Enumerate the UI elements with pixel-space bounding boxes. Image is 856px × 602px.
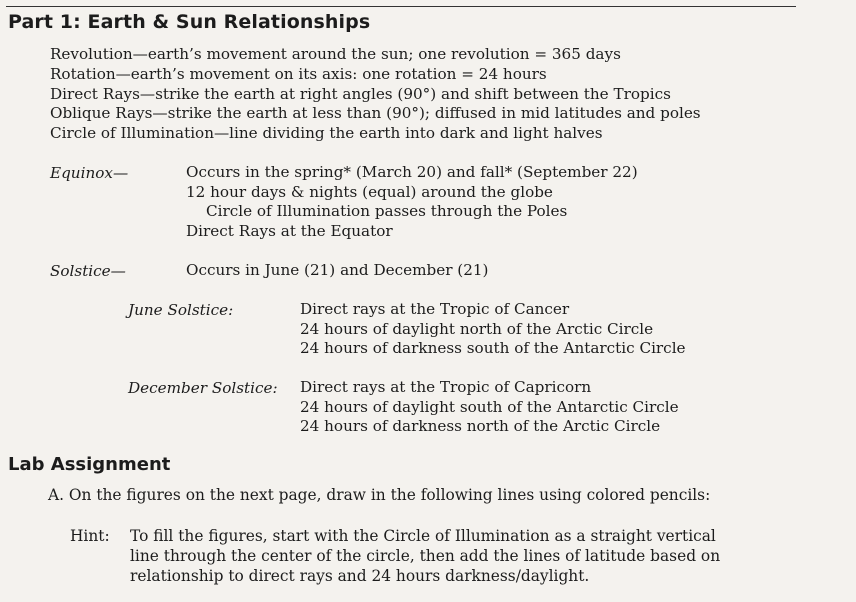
hint-line: To fill the figures, start with the Circle of Illumination as a straight vertical: [130, 527, 716, 545]
lab-assignment-heading: Lab Assignment: [8, 454, 171, 475]
definitions-list: [50, 45, 701, 144]
equinox-details: [186, 163, 638, 241]
definition-revolution: Revolution—earth’s movement around the sun; one revolution = 365 days: [50, 45, 621, 63]
part1-heading: Part 1: Earth & Sun Relationships: [8, 11, 371, 33]
equinox-line: Occurs in the spring* (March 20) and fall* (September 22): [186, 163, 638, 181]
june-solstice-line: 24 hours of darkness south of the Antarctic Circle: [300, 339, 686, 358]
definition-circle-of-illumination: Circle of Illumination—line dividing the earth into dark and light halves: [50, 124, 603, 143]
assignment-a-text: A. On the figures on the next page, draw in the following lines using colored pencils:: [48, 486, 711, 504]
hint-line: line through the center of the circle, then add the lines of latitude based on: [130, 546, 721, 565]
june-solstice-details: [300, 300, 686, 359]
solstice-line: Occurs in June (21) and December (21): [186, 261, 489, 279]
hint-label: Hint:: [70, 527, 110, 545]
solstice-label: Solstice—: [50, 262, 126, 280]
equinox-line: 12 hour days & nights (equal) around the globe: [186, 182, 553, 201]
equinox-line: Circle of Illumination passes through the Poles: [206, 202, 568, 221]
definition-oblique-rays: Oblique Rays—strike the earth at less than (90°); diffused in mid latitudes and poles: [50, 104, 701, 123]
december-solstice-details: [300, 378, 679, 437]
june-solstice-line: Direct rays at the Tropic of Cancer: [300, 300, 570, 318]
hint-line: relationship to direct rays and 24 hours darkness/daylight.: [130, 566, 590, 585]
june-solstice-label: June Solstice:: [128, 301, 234, 319]
june-solstice-line: 24 hours of daylight north of the Arctic Circle: [300, 319, 654, 338]
definition-rotation: Rotation—earth’s movement on its axis: one rotation = 24 hours: [50, 64, 547, 83]
hint-text: [130, 527, 720, 586]
december-solstice-line: Direct rays at the Tropic of Capricorn: [300, 378, 592, 396]
december-solstice-line: 24 hours of daylight south of the Antarctic Circle: [300, 397, 679, 416]
definition-direct-rays: Direct Rays—strike the earth at right angles (90°) and shift between the Tropics: [50, 84, 671, 103]
equinox-line: Direct Rays at the Equator: [186, 221, 393, 240]
equinox-label: Equinox—: [50, 164, 129, 182]
december-solstice-line: 24 hours of darkness north of the Arctic Circle: [300, 417, 661, 436]
top-rule: [6, 6, 796, 7]
december-solstice-label: December Solstice:: [128, 379, 278, 397]
